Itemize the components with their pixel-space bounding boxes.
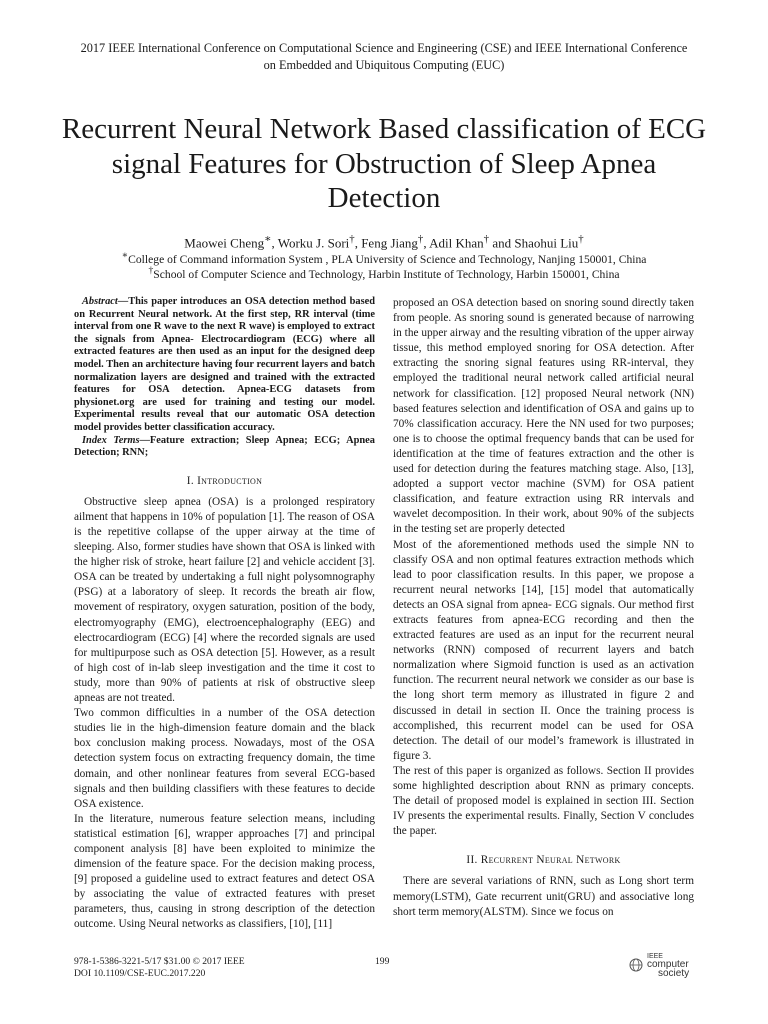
author-name: Adil Khan (429, 235, 484, 251)
logo-text-computer: computer (647, 959, 689, 970)
author-mark: † (349, 233, 355, 245)
author-separator: , (354, 235, 362, 251)
index-terms-label: Index Terms (82, 434, 140, 446)
isbn: 978-1-5386-3221-5/17 $31.00 © 2017 IEEE (74, 956, 245, 967)
paragraph: There are several variations of RNN, such as Long short term memory(LSTM), Gate recurrent unit(GRU) and associative long short term memory(ALSTM). Since we focus on (393, 875, 694, 918)
author-mark: † (417, 233, 424, 245)
ieee-computer-society-logo (627, 953, 707, 979)
paragraph: Obstructive sleep apnea (OSA) is a prolonged respiratory ailment that happens in 10% of population [1]. The reason of OSA is the repetitive collapse of the upper airway at the time of sleeping. Also, former studies have shown that OSA is linked with the higher risk of stroke, heart failure [2] and vehicle accident [3]. OSA can be treated by undertaking a full night polysomnography (PSG) at a laboratory of sleep. It records the breath air flow, movement of respiratory, oxygen saturation, position of the body, electromyography (EMG), electroencephalography (EEG) and electrocardiogram (ECG) [4] where the recorded signals are used for multipurpose such as OSA detection [5]. However, as a result of high cost of in-lab sleep investigation and the time it cost to study, more than 90% of patients at risk of obstructive sleep apneas are not treated. (74, 495, 375, 705)
author-mark: ∗ (264, 233, 272, 245)
conference-header (60, 40, 708, 73)
author-and: and (489, 235, 515, 251)
paragraph-continuation: proposed an OSA detection based on snoring sound directly taken from people. As snoring sound is generated because of narrowing in the upper airway and the resulting vibration of the upper airway tissue, this method employed snoring for OSA detection. After extracting the snoring signal features using RR-interval, they employed the traditional neural network called artificial neural network for classification. [12] proposed Neural network (NN) based features selection and identification of OSA and gains up to 70% classification accuracy. Here the NN used for two purposes; one is to choose the optimal frequency bands that can be used for identification at the time of features extraction and the other is used for detection during the features matching stage. Also, [13], adopted a support vector machine (SVM) for OSA patient classification, and feature extraction using RR intervals and wavelet decomposition. In their work, about 90% of the subjects in the testing set are properly detected (393, 297, 694, 536)
author-mark: † (578, 233, 584, 245)
affiliation-2 (50, 263, 718, 282)
doi: DOI 10.1109/CSE-EUC.2017.220 (74, 968, 206, 979)
author-name: Feng Jiang (361, 235, 418, 251)
author-mark: † (483, 233, 490, 245)
paragraph-continued: In the literature, numerous feature selection means, including statistical estimation [6], wrapper approaches [7] and principal component analysis [8] have been exploited to minimize the dimension of the feature space. For the decision making process, [9] proposed a guideline used to extract features and detect OSA by associating the value of extracted features with preset parameters, thus, causing in strong description of the detection outcome. Using Neural networks as classifiers, [10], [11] (74, 812, 375, 931)
index-terms (74, 435, 375, 460)
abstract-label: Abstract (82, 296, 118, 307)
paragraph: The rest of this paper is organized as follows. Section II provides some highlighted description about RNN as primary concepts. The detail of proposed model is explained in section III. Section IV presents the experimental results. Finally, Section V concludes the paper. (393, 764, 694, 838)
index-terms-dash: — (139, 434, 150, 446)
affiliation-mark: † (148, 265, 154, 276)
abstract (74, 296, 375, 435)
affiliation-mark: ∗ (121, 250, 129, 261)
paper-title: Recurrent Neural Network Based classification of ECG signal Features for Obstruction of Sleep Apnea Detection (61, 113, 707, 214)
page-number: 199 (375, 956, 390, 967)
logo-text-ieee: IEEE (647, 953, 663, 960)
globe-icon (629, 958, 643, 972)
conference-line-2: on Embedded and Ubiquitous Computing (EUC) (263, 57, 505, 72)
abstract-text: This paper introduces an OSA detection method based on Recurrent Neural network. At the first step, RR interval (time interval from one R wave to the next R wave) is employed to extract the signals from Apnea- Electrocardiogram (ECG) where all extracted features are then used as an input for the designed deep model. Then an architecture having four recurrent layers and batch normalization layers are designed and trained with the extracted features for OSA detection. Apnea-ECG datasets from physionet.org are used for training and testing our model. Experimental results reveal that our automatic OSA detection model provides better classification accuracy. (74, 296, 375, 433)
paragraph: Most of the aforementioned methods used the simple NN to classify OSA and non optimal features extraction methods which lead to poor classification results. In this paper, we propose a recurrent neural networks [14], [15] model that automatically detects an OSA signal from apnea- ECG signals. Our method first extracts features from apnea-ECG recording and then the extracted features are used as an input for the recurrent neural networks (RNN) composed of recurrent layers and batch normalization where Sigmoid function is used as an activation function. The recurrent neural network we consider as our base is the long short term memory as illustrated in figure 2 and discussed in detail in section II. Once the training process is accomplished, this recurrent model can be used for OSA detection. The detail of our model’s framework is illustrated in figure 3. (393, 538, 694, 762)
conference-line-1: 2017 IEEE International Conference on Computational Science and Engineering (CSE) and IEEE International Conference (80, 41, 688, 55)
left-column (74, 296, 375, 933)
abstract-dash: — (117, 296, 129, 307)
paragraph: Two common difficulties in a number of the OSA detection studies lie in the high-dimension feature domain and the black box conclusion making process. Nowadays, most of the OSA detection system focus on extracting frequency domain, the time domain, and other nonlinear features from several ECG-based signals and then building classifiers with these features to decide OSA existence. (74, 707, 375, 810)
author-name: Maowei Cheng (184, 235, 265, 251)
affiliation-text: School of Computer Science and Technology, Harbin Institute of Technology, Harbin 150001, China (153, 267, 620, 281)
logo-text-society: society (658, 968, 690, 979)
affiliation-text: College of Command information System , PLA University of Science and Technology, Nanjing 150001, China (128, 252, 647, 266)
right-column (393, 296, 694, 920)
author-separator: , (423, 235, 430, 251)
footer-left (74, 956, 245, 980)
section-heading-introduction: I. Introduction (186, 474, 263, 487)
section-heading-rnn: II. Recurrent Neural Network (466, 854, 621, 867)
author-name: Shaohui Liu (514, 235, 579, 251)
author-separator: , (271, 235, 278, 251)
author-name: Worku J. Sori (277, 235, 350, 251)
index-terms-text: Feature extraction; Sleep Apnea; ECG; Apnea Detection; RNN; (74, 434, 375, 459)
